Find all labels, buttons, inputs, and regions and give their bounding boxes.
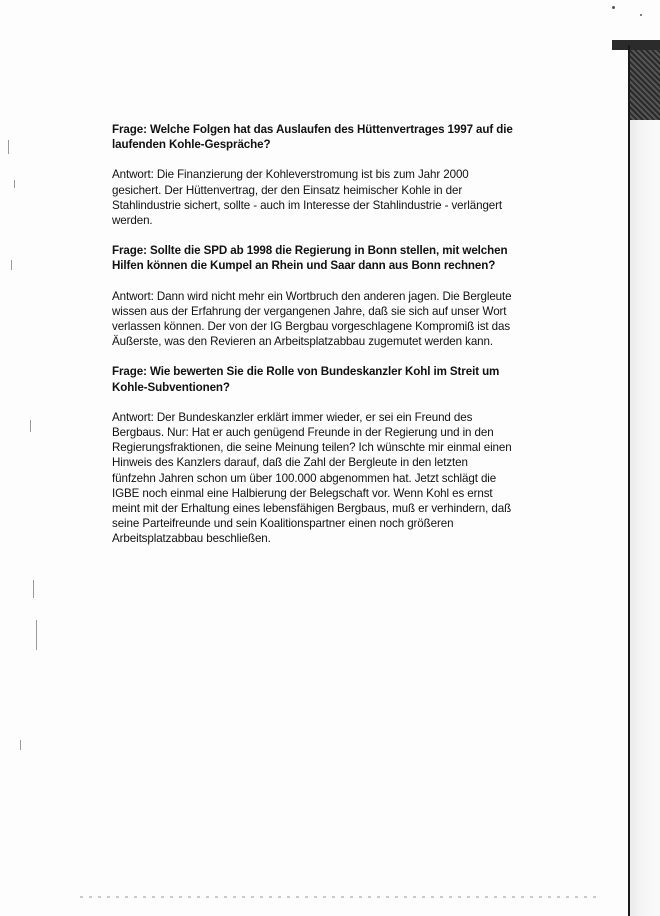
text-line: Antwort: Der Bundeskanzler erklärt immer wieder, er sei ein Freund des — [112, 410, 473, 424]
binding-edge-dark-patch — [630, 50, 660, 120]
question-paragraph — [112, 364, 542, 394]
text-line: gesichert. Der Hüttenvertrag, der den Einsatz heimischer Kohle in der — [112, 183, 463, 197]
answer-paragraph — [112, 289, 542, 350]
interview-text — [112, 122, 542, 562]
answer-paragraph — [112, 167, 542, 228]
text-line: Antwort: Die Finanzierung der Kohleverstromung ist bis zum Jahr 2000 — [112, 168, 469, 182]
scan-speck — [640, 14, 642, 16]
scan-speck — [612, 6, 615, 9]
text-line: laufenden Kohle-Gespräche? — [112, 138, 271, 152]
text-line: seine Parteifreunde und sein Koalitionspartner einen noch größeren — [112, 517, 454, 531]
text-line: Frage: Wie bewerten Sie die Rolle von Bundeskanzler Kohl im Streit um — [112, 365, 500, 379]
question-paragraph — [112, 243, 542, 273]
text-line: Bergbaus. Nur: Hat er auch genügend Freunde in der Regierung und in den — [112, 426, 494, 440]
text-line: IGBE noch einmal eine Halbierung der Belegschaft vor. Wenn Kohl es ernst — [112, 486, 493, 500]
text-line: werden. — [112, 214, 153, 228]
text-line: Frage: Sollte die SPD ab 1998 die Regierung in Bonn stellen, mit welchen — [112, 244, 508, 258]
left-margin-scan-noise — [0, 120, 50, 820]
text-line: Äußerste, was den Revieren an Arbeitsplatzabbau zugemutet werden kann. — [112, 335, 493, 349]
text-line: Regierungsfraktionen, die seine Meinung teilen? Ich wünschte mir einmal einen — [112, 441, 512, 455]
text-line: meint mit der Erhaltung eines lebensfähigen Bergbaus, muß er verhindern, daß — [112, 502, 512, 516]
text-line: Kohle-Subventionen? — [112, 380, 230, 394]
answer-paragraph — [112, 410, 542, 547]
text-line: Hilfen können die Kumpel an Rhein und Saar dann aus Bonn rechnen? — [112, 259, 496, 273]
text-line: Antwort: Dann wird nicht mehr ein Wortbruch den anderen jagen. Die Bergleute — [112, 289, 512, 303]
text-line: wissen aus der Erfahrung der vergangenen Jahre, daß sie sich auf unser Wort — [112, 304, 507, 318]
binding-edge-line — [628, 45, 630, 916]
text-line: verlassen können. Der von der IG Bergbau vorgeschlagene Kompromiß ist das — [112, 320, 511, 334]
binding-edge-notch — [612, 40, 660, 50]
bottom-scan-noise — [80, 896, 600, 898]
question-paragraph — [112, 122, 542, 152]
text-line: fünfzehn Jahren schon um über 100.000 abgenommen hat. Jetzt schlägt die — [112, 471, 497, 485]
text-line: Arbeitsplatzabbau beschließen. — [112, 532, 271, 546]
text-line: Hinweis des Kanzlers darauf, daß die Zahl der Bergleute in den letzten — [112, 456, 468, 470]
binding-edge-shadow — [628, 50, 660, 916]
text-line: Stahlindustrie sichert, sollte - auch im Interesse der Stahlindustrie - verlängert — [112, 198, 503, 212]
text-line: Frage: Welche Folgen hat das Auslaufen des Hüttenvertrages 1997 auf die — [112, 123, 513, 136]
